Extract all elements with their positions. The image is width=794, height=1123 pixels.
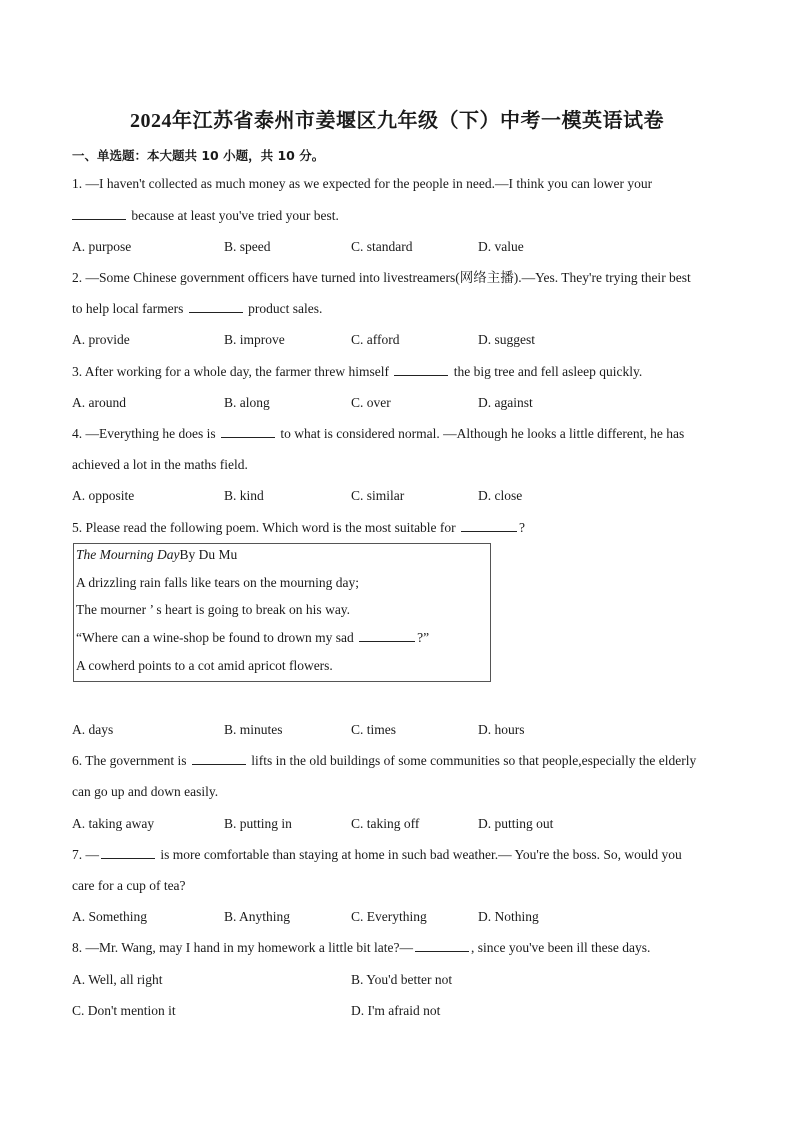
q1-option-c[interactable]: C. standard <box>351 239 413 254</box>
q4-option-a[interactable]: A. opposite <box>72 488 135 503</box>
answer-blank <box>192 752 246 765</box>
q8-option-c[interactable]: C. Don't mention it <box>72 1003 176 1018</box>
poem-line-4: A cowherd points to a cot amid apricot flowers. <box>76 658 333 673</box>
question-4-line-1: 4. —Everything he does is to what is considered normal. —Although he looks a little different, he has <box>72 426 685 441</box>
q4-option-c[interactable]: C. similar <box>351 488 405 503</box>
poem-author: By Du Mu <box>179 547 238 562</box>
q7-option-b[interactable]: B. Anything <box>224 909 291 924</box>
q2-option-b[interactable]: B. improve <box>224 332 285 347</box>
question-3-line-1: 3. After working for a whole day, the farmer threw himself the big tree and fell asleep quickly. <box>72 364 643 379</box>
poem-line-2: The mourner ’ s heart is going to break on his way. <box>76 602 351 617</box>
question-5-line-1: 5. Please read the following poem. Which word is the most suitable for ? <box>72 520 526 535</box>
q5-option-d[interactable]: D. hours <box>478 722 525 737</box>
poem-heading <box>76 546 237 564</box>
answer-blank <box>394 363 448 376</box>
q6-option-d[interactable]: D. putting out <box>478 816 554 831</box>
q7-option-d[interactable]: D. Nothing <box>478 909 539 924</box>
question-1-line-2: because at least you've tried your best. <box>72 207 339 225</box>
q2-option-c[interactable]: C. afford <box>351 332 400 347</box>
q1-option-a[interactable]: A. purpose <box>72 239 132 254</box>
poem-line-1: A drizzling rain falls like tears on the mourning day; <box>76 575 360 590</box>
poem-title: The Mourning Day <box>76 547 180 562</box>
q3-option-a[interactable]: A. around <box>72 395 126 410</box>
answer-blank <box>461 519 517 532</box>
q3-option-c[interactable]: C. over <box>351 395 391 410</box>
question-6-line-2: can go up and down easily. <box>72 784 219 799</box>
q5-option-a[interactable]: A. days <box>72 722 114 737</box>
question-2-line-1: 2. —Some Chinese government officers have turned into livestreamers(网络主播).—Yes. They're trying their best <box>72 270 691 285</box>
q4-option-b[interactable]: B. kind <box>224 488 264 503</box>
q1-option-b[interactable]: B. speed <box>224 239 271 254</box>
question-7-line-1: 7. — is more comfortable than staying at home in such bad weather.— You're the boss. So, would you <box>72 847 682 862</box>
q3-option-d[interactable]: D. against <box>478 395 533 410</box>
answer-blank <box>415 939 469 952</box>
q3-option-b[interactable]: B. along <box>224 395 270 410</box>
q6-option-a[interactable]: A. taking away <box>72 816 155 831</box>
question-2-line-2: to help local farmers product sales. <box>72 301 323 316</box>
question-8-line-1: 8. —Mr. Wang, may I hand in my homework a little bit late?— , since you've been ill these days. <box>72 940 651 955</box>
answer-blank <box>221 425 275 438</box>
q6-option-c[interactable]: C. taking off <box>351 816 420 831</box>
poem-box <box>73 543 491 682</box>
q8-option-d[interactable]: D. I'm afraid not <box>351 1003 441 1018</box>
q6-option-b[interactable]: B. putting in <box>224 816 292 831</box>
q2-option-a[interactable]: A. provide <box>72 332 130 347</box>
q8-option-b[interactable]: B. You'd better not <box>351 972 453 987</box>
q7-option-c[interactable]: C. Everything <box>351 909 427 924</box>
section-heading: 一、单选题：本大题共 10 小题，共 10 分。 <box>72 148 325 163</box>
answer-blank <box>72 207 126 220</box>
q8-option-a[interactable]: A. Well, all right <box>72 972 163 987</box>
question-1-line-1: 1. —I haven't collected as much money as we expected for the people in need.—I think you can lower your <box>72 176 653 191</box>
q4-option-d[interactable]: D. close <box>478 488 523 503</box>
poem-line-3: “Where can a wine-shop be found to drown my sad ?” <box>76 630 430 645</box>
answer-blank <box>359 629 415 642</box>
question-6-line-1: 6. The government is lifts in the old buildings of some communities so that people,especially the elderly <box>72 753 697 768</box>
q5-option-b[interactable]: B. minutes <box>224 722 283 737</box>
q2-option-d[interactable]: D. suggest <box>478 332 535 347</box>
page-title: 2024年江苏省泰州市姜堰区九年级（下）中考一模英语试卷 <box>130 110 664 132</box>
q7-option-a[interactable]: A. Something <box>72 909 148 924</box>
question-7-line-2: care for a cup of tea? <box>72 878 186 893</box>
answer-blank <box>101 846 155 859</box>
q1-option-d[interactable]: D. value <box>478 239 524 254</box>
q5-option-c[interactable]: C. times <box>351 722 397 737</box>
question-4-line-2: achieved a lot in the maths field. <box>72 457 248 472</box>
answer-blank <box>189 300 243 313</box>
